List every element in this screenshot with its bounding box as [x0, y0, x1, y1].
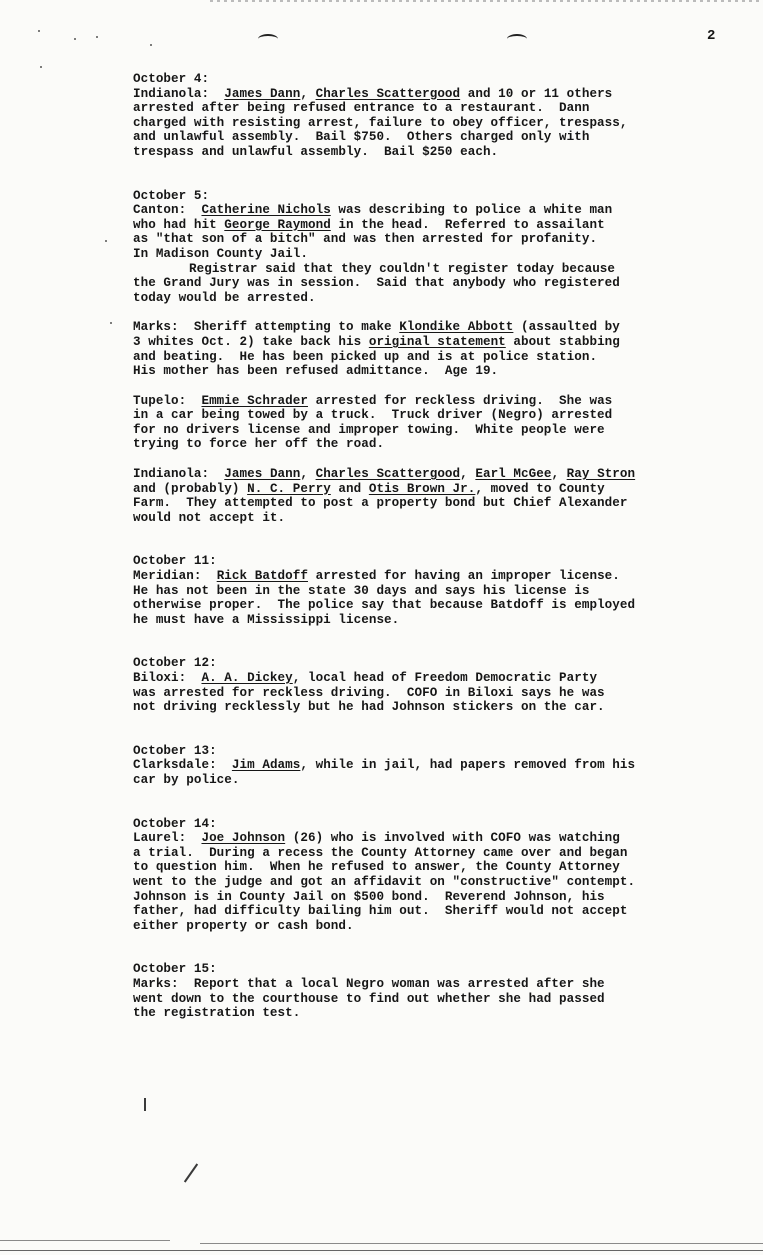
- entry-line: he must have a Mississippi license.: [133, 612, 400, 627]
- entry-october-12: [133, 656, 743, 714]
- entry-line: the registration test.: [133, 1006, 301, 1021]
- entry-line: His mother has been refused admittance. Age 19.: [133, 364, 499, 379]
- entry-line: to question him. When he refused to answer, the County Attorney: [133, 860, 620, 875]
- underlined-name: Ray Stron: [566, 467, 636, 482]
- entry-line: trespass and unlawful assembly. Bail $250 each.: [133, 144, 499, 159]
- entry-date: October 11:: [133, 554, 217, 569]
- entry-line: today would be arrested.: [133, 290, 316, 305]
- page-number: 2: [707, 28, 716, 44]
- entry-marks: [133, 320, 743, 378]
- entry-october-13: [133, 744, 743, 788]
- entry-line: and (probably) N. C. Perry and Otis Brown Jr., moved to County: [133, 481, 605, 496]
- entry-october-11: [133, 554, 743, 627]
- underlined-name: Emmie Schrader: [201, 393, 308, 408]
- entry-line: Meridian: Rick Batdoff arrested for having an improper license.: [133, 569, 620, 584]
- scan-speck: [150, 44, 152, 46]
- underlined-name: Klondike Abbott: [399, 320, 514, 335]
- underlined-name: George Raymond: [224, 217, 331, 232]
- entry-line: Clarksdale: Jim Adams, while in jail, had papers removed from his: [133, 758, 636, 773]
- underlined-name: James Dann: [224, 86, 301, 101]
- entry-line: 3 whites Oct. 2) take back his original statement about stabbing: [133, 334, 620, 349]
- entry-indianola-2: [133, 467, 743, 525]
- entry-line: who had hit George Raymond in the head. Referred to assailant: [133, 217, 605, 232]
- punch-mark: [258, 34, 278, 44]
- entry-line: otherwise proper. The police say that because Batdoff is employed: [133, 598, 636, 613]
- entry-line: Tupelo: Emmie Schrader arrested for reckless driving. She was: [133, 393, 613, 408]
- entry-line: Johnson is in County Jail on $500 bond. Reverend Johnson, his: [133, 889, 605, 904]
- entry-line: either property or cash bond.: [133, 918, 354, 933]
- bottom-scan-edge: [0, 1240, 170, 1241]
- underlined-name: A. A. Dickey: [201, 671, 293, 685]
- top-scan-edge: [210, 0, 763, 2]
- scan-speck: [74, 38, 76, 40]
- scan-speck: [38, 30, 40, 32]
- entry-date: October 14:: [133, 816, 217, 831]
- entry-date: October 4:: [133, 72, 210, 86]
- entry-line: the Grand Jury was in session. Said that anybody who registered: [133, 276, 620, 291]
- entry-october-5-canton: [133, 189, 743, 306]
- entry-date: October 13:: [133, 743, 217, 758]
- underlined-name: original statement: [368, 334, 506, 349]
- underlined-name: N. C. Perry: [247, 481, 331, 496]
- entry-line: would not accept it.: [133, 510, 286, 525]
- entry-date: October 12:: [133, 656, 217, 671]
- entry-line: Indianola: James Dann, Charles Scattergood and 10 or 11 others: [133, 86, 613, 101]
- scan-speck: [110, 322, 112, 324]
- bottom-scan-edge: [200, 1243, 763, 1244]
- entry-line: was arrested for reckless driving. COFO in Biloxi says he was: [133, 685, 605, 700]
- entry-line: car by police.: [133, 772, 240, 787]
- entry-line: went down to the courthouse to find out whether she had passed: [133, 991, 605, 1006]
- underlined-name: Charles Scattergood: [315, 86, 461, 101]
- entry-october-4: [133, 72, 743, 160]
- underlined-name: Earl McGee: [475, 467, 552, 482]
- entry-line: and beating. He has been picked up and is at police station.: [133, 349, 598, 364]
- entry-line: trying to force her off the road.: [133, 437, 385, 452]
- entry-line: not driving recklessly but he had Johnson stickers on the car.: [133, 700, 605, 715]
- bottom-scan-edge: [0, 1250, 763, 1251]
- entry-line: charged with resisting arrest, failure to obey officer, trespass,: [133, 115, 628, 130]
- entry-line: as "that son of a bitch" and was then arrested for profanity.: [133, 232, 598, 247]
- entry-line: Biloxi: A. A. Dickey, local head of Freedom Democratic Party: [133, 671, 598, 685]
- entry-line: Indianola: James Dann, Charles Scattergood, Earl McGee, Ray Stron: [133, 467, 636, 482]
- entry-line: Registrar said that they couldn't register today because: [189, 261, 616, 276]
- entry-line: and unlawful assembly. Bail $750. Others charged only with: [133, 130, 590, 145]
- entry-line: Marks: Sheriff attempting to make Klondike Abbott (assaulted by: [133, 320, 620, 335]
- entry-date: October 5:: [133, 188, 210, 203]
- entry-line: arrested after being refused entrance to a restaurant. Dann: [133, 101, 590, 116]
- entry-line: In Madison County Jail.: [133, 246, 308, 261]
- scan-speck: [105, 240, 107, 242]
- scan-speck: [96, 36, 98, 38]
- stray-pen-mark: [184, 1163, 198, 1182]
- underlined-name: Jim Adams: [231, 758, 301, 773]
- entry-line: Marks: Report that a local Negro woman was arrested after she: [133, 976, 605, 991]
- entry-line: Farm. They attempted to post a property bond but Chief Alexander: [133, 496, 628, 511]
- scan-speck: [40, 66, 42, 68]
- entry-line: in a car being towed by a truck. Truck driver (Negro) arrested: [133, 408, 613, 423]
- entry-line: for no drivers license and improper towing. White people were: [133, 422, 605, 437]
- underlined-name: Otis Brown Jr.: [368, 481, 476, 496]
- underlined-name: James Dann: [224, 467, 301, 482]
- entry-tupelo: [133, 394, 743, 452]
- entry-october-14: [133, 817, 743, 934]
- entry-line: He has not been in the state 30 days and says his license is: [133, 583, 590, 598]
- entry-date: October 15:: [133, 962, 217, 977]
- underlined-name: Joe Johnson: [201, 831, 286, 846]
- arrest-log: [133, 72, 743, 1021]
- underlined-name: Charles Scattergood: [315, 467, 461, 482]
- entry-line: a trial. During a recess the County Attorney came over and began: [133, 845, 628, 860]
- stray-pen-mark: [144, 1098, 146, 1111]
- entry-line: Canton: Catherine Nichols was describing to police a white man: [133, 203, 613, 218]
- entry-line: father, had difficulty bailing him out. Sheriff would not accept: [133, 904, 628, 919]
- entry-october-15: [133, 962, 743, 1020]
- entry-line: went to the judge and got an affidavit on "constructive" contempt.: [133, 874, 636, 889]
- underlined-name: Rick Batdoff: [216, 569, 308, 584]
- underlined-name: Catherine Nichols: [201, 203, 331, 218]
- entry-line: Laurel: Joe Johnson (26) who is involved with COFO was watching: [133, 831, 620, 846]
- punch-mark: [507, 34, 527, 44]
